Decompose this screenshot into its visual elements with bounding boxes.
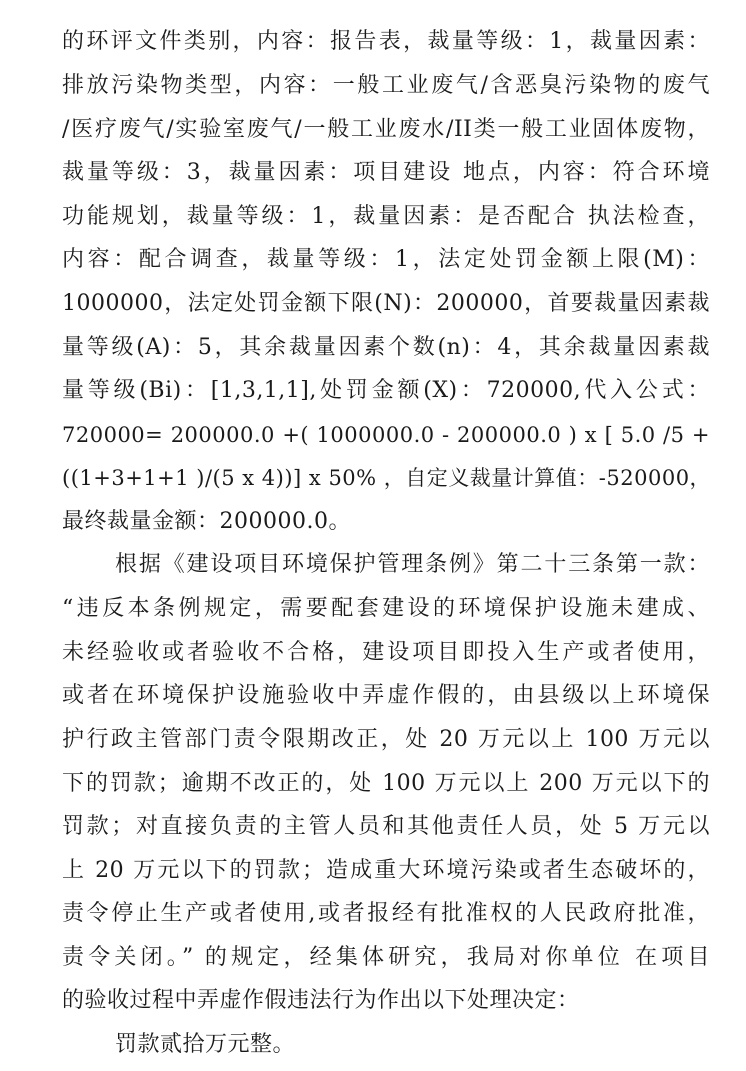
text-line: “违反本条例规定，需要配套建设的环境保护设施未建成、 xyxy=(62,596,710,621)
text-line: 根据《建设项目环境保护管理条例》第二十三条第一款： xyxy=(115,552,710,577)
text-line: 护行政主管部门责令限期改正，处 20 万元以上 100 万元以 xyxy=(62,727,710,752)
text-line: 量等级(Bi)：[1,3,1,1],处罚金额(X)：720000,代入公式： xyxy=(62,378,710,403)
text-line: 720000= 200000.0 +( 1000000.0 - 200000.0 ) x [ 5.0 /5 + xyxy=(62,423,710,447)
text-line: 的验收过程中弄虚作假违法行为作出以下处理决定： xyxy=(62,988,580,1013)
text-line: 责令关闭。” 的规定，经集体研究，我局对你单位 在项目 xyxy=(62,945,710,970)
text-line: 罚款；对直接负责的主管人员和其他责任人员，处 5 万元以 xyxy=(62,814,710,839)
text-line: 裁量等级：3，裁量因素：项目建设 地点，内容：符合环境 xyxy=(62,160,710,185)
text-line: 上 20 万元以下的罚款；造成重大环境污染或者生态破坏的， xyxy=(62,858,710,883)
text-line: 责令停止生产或者使用,或者报经有批准权的人民政府批准， xyxy=(62,901,710,926)
text-line: 的环评文件类别，内容：报告表，裁量等级：1，裁量因素： xyxy=(62,29,710,54)
text-line: 或者在环境保护设施验收中弄虚作假的，由县级以上环境保 xyxy=(62,683,710,708)
text-line: 排放污染物类型，内容：一般工业废气/含恶臭污染物的废气 xyxy=(62,73,710,98)
text-line: 量等级(A)：5，其余裁量因素个数(n)：4，其余裁量因素裁 xyxy=(62,335,710,360)
text-line: 罚款贰拾万元整。 xyxy=(115,1032,296,1057)
text-line: 功能规划，裁量等级：1，裁量因素：是否配合 执法检查， xyxy=(62,204,710,229)
text-line: 1000000，法定处罚金额下限(N)：200000，首要裁量因素裁 xyxy=(62,291,710,316)
text-line: 未经验收或者验收不合格，建设项目即投入生产或者使用， xyxy=(62,640,710,665)
text-line: 内容：配合调查，裁量等级：1，法定处罚金额上限(M)： xyxy=(62,247,710,272)
text-line: ((1+3+1+1 )/(5 x 4))] x 50% ，自定义裁量计算值：-520000， xyxy=(62,466,712,490)
text-line: 最终裁量金额：200000.0。 xyxy=(62,509,351,534)
text-line: /医疗废气/实验室废气/一般工业废水/II类一般工业固体废物， xyxy=(62,117,710,142)
text-line: 下的罚款；逾期不改正的，处 100 万元以上 200 万元以下的 xyxy=(62,771,710,796)
